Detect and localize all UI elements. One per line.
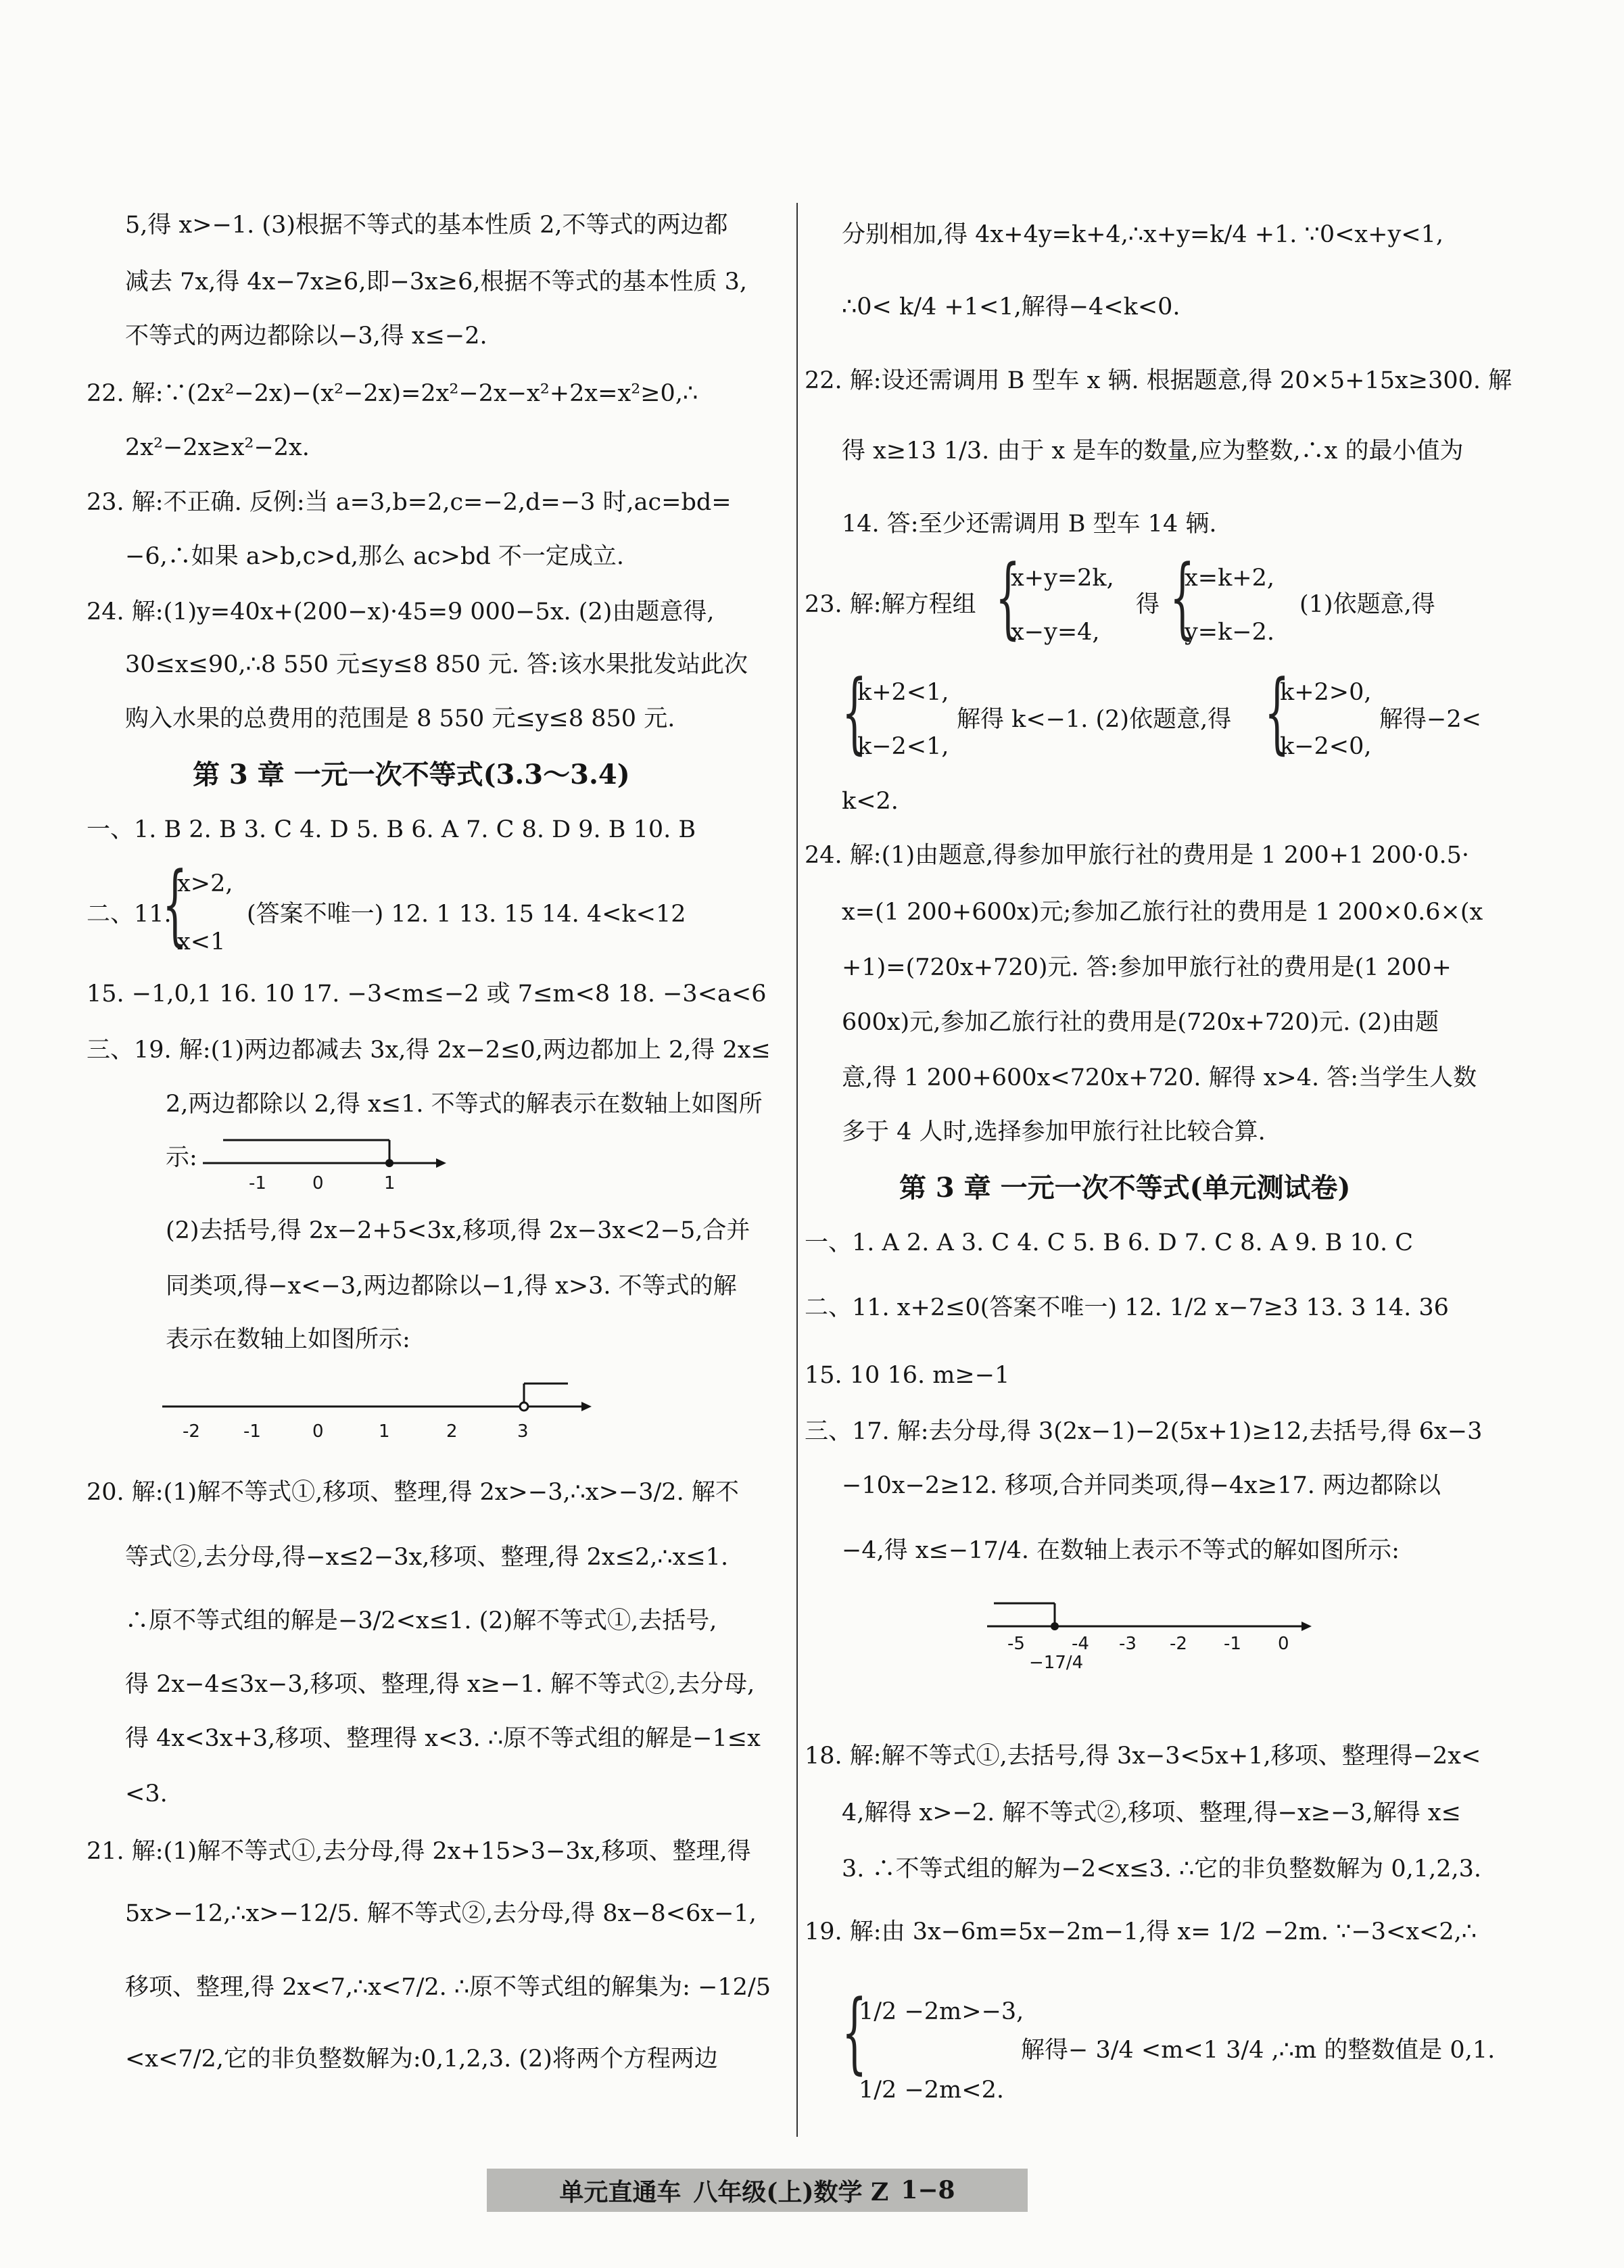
text-line: 24. 解:(1)由题意,得参加甲旅行社的费用是 1 200+1 200·0.5· <box>805 842 1470 869</box>
text-line: k<2. <box>842 788 899 815</box>
text-line: k−2<0, <box>1280 733 1372 760</box>
text-line: 三、17. 解:去分母,得 3(2x−1)−2(5x+1)≥12,去括号,得 6x−3 <box>805 1418 1483 1445</box>
text-line: 解得− 3/4 <m<1 3/4 ,∴m 的整数值是 0,1. <box>1021 2037 1496 2064</box>
system-brace: { <box>995 546 1021 648</box>
text-line: ∴0< k/4 +1<1,解得−4<k<0. <box>842 293 1180 321</box>
text-line: 1/2 −2m>−3, <box>859 1998 1024 2025</box>
text-line: 15. −1,0,1 16. 10 17. −3<m≤−2 或 7≤m<8 18. −3<a<6 <box>87 981 767 1008</box>
text-line: 得 x≥13 1/3. 由于 x 是车的数量,应为整数,∴x 的最小值为 <box>842 438 1464 465</box>
text-line: <x<7/2,它的非负整数解为:0,1,2,3. (2)将两个方程两边 <box>125 2046 718 2073</box>
system-brace: { <box>1170 546 1195 648</box>
tick-label: -2 <box>1170 1634 1187 1654</box>
footer-brand: 单元直通车 <box>559 2177 682 2206</box>
text-line: ∴原不等式组的解是−3/2<x≤1. (2)解不等式①,去括号, <box>125 1607 717 1634</box>
section-title: 第 3 章 一元一次不等式(单元测试卷) <box>899 1172 1351 1204</box>
text-line: 意,得 1 200+600x<720x+720. 解得 x>4. 答:当学生人数 <box>842 1064 1477 1091</box>
text-line: +1)=(720x+720)元. 答:参加甲旅行社的费用是(1 200+ <box>842 954 1452 981</box>
text-line: 19. 解:由 3x−6m=5x−2m−1,得 x= 1/2 −2m. ∵−3<x<2,∴ <box>805 1918 1477 1945</box>
tick-label: 1 <box>379 1421 390 1442</box>
footer-page-number: 1−8 <box>901 2176 955 2204</box>
text-line: 表示在数轴上如图所示: <box>166 1326 410 1353</box>
text-line: 24. 解:(1)y=40x+(200−x)·45=9 000−5x. (2)由题意得, <box>87 598 715 625</box>
system-brace: { <box>842 661 867 763</box>
column-divider <box>796 203 798 2137</box>
text-line: 得 2x−4≤3x−3,移项、整理,得 x≥−1. 解不等式②,去分母, <box>125 1671 755 1698</box>
text-line: 得 <box>1136 591 1160 618</box>
text-line: 30≤x≤90,∴8 550 元≤y≤8 850 元. 答:该水果批发站此次 <box>125 651 748 678</box>
text-line: 购入水果的总费用的范围是 8 550 元≤y≤8 850 元. <box>125 705 675 732</box>
text-line: 2x²−2x≥x²−2x. <box>125 434 310 461</box>
text-line: 23. 解:解方程组 <box>805 591 976 618</box>
text-line: 二、11. <box>87 901 172 928</box>
text-line: 14. 答:至少还需调用 B 型车 14 辆. <box>842 511 1217 538</box>
tick-label: 0 <box>312 1421 324 1442</box>
text-line: (2)去括号,得 2x−2+5<3x,移项,得 2x−3x<2−5,合并 <box>166 1217 750 1244</box>
text-line: 得 4x<3x+3,移项、整理得 x<3. ∴原不等式组的解是−1≤x <box>125 1725 761 1752</box>
text-line: (1)依题意,得 <box>1299 591 1435 618</box>
footer-grade: 八年级(上)数学 Z <box>693 2177 889 2206</box>
text-line: k−2<1, <box>857 733 949 760</box>
tick-label: 0 <box>312 1173 324 1194</box>
text-line: (答案不唯一) 12. 1 13. 15 14. 4<k<12 <box>247 901 686 928</box>
tick-label: -5 <box>1007 1634 1025 1654</box>
text-line: 三、19. 解:(1)两边都减去 3x,得 2x−2≤0,两边都加上 2,得 2x≤ <box>87 1037 771 1064</box>
text-line: 22. 解:设还需调用 B 型车 x 辆. 根据题意,得 20×5+15x≥300. 解 <box>805 367 1512 394</box>
number-line-1 <box>203 1136 446 1197</box>
tick-label: -4 <box>1072 1634 1089 1654</box>
text-line: 一、1. A 2. A 3. C 4. C 5. B 6. D 7. C 8. A 9. B 10. C <box>805 1229 1414 1256</box>
text-line: 一、1. B 2. B 3. C 4. D 5. B 6. A 7. C 8. D 9. B 10. B <box>87 816 696 843</box>
text-line: 2,两边都除以 2,得 x≤1. 不等式的解表示在数轴上如图所 <box>166 1091 763 1118</box>
text-line: x=k+2, <box>1185 565 1274 592</box>
text-line: k+2<1, <box>857 679 949 706</box>
number-line-2 <box>162 1373 595 1440</box>
text-line: 等式②,去分母,得−x≤2−3x,移项、整理,得 2x≤2,∴x≤1. <box>125 1544 729 1571</box>
text-line: x=(1 200+600x)元;参加乙旅行社的费用是 1 200×0.6×(x <box>842 899 1483 926</box>
text-line: x<1 <box>177 928 226 955</box>
text-line: 分别相加,得 4x+4y=k+4,∴x+y=k/4 +1. ∵0<x+y<1, <box>842 221 1443 248</box>
tick-label: 1 <box>384 1173 396 1194</box>
text-line: <3. <box>125 1780 168 1808</box>
text-line: 减去 7x,得 4x−7x≥6,即−3x≥6,根据不等式的基本性质 3, <box>125 268 748 296</box>
text-line: −4,得 x≤−17/4. 在数轴上表示不等式的解如图所示: <box>842 1537 1400 1564</box>
text-line: 21. 解:(1)解不等式①,去分母,得 2x+15>3−3x,移项、整理,得 <box>87 1838 751 1865</box>
text-line: 600x)元,参加乙旅行社的费用是(720x+720)元. (2)由题 <box>842 1009 1439 1036</box>
text-line: 20. 解:(1)解不等式①,移项、整理,得 2x>−3,∴x>−3/2. 解不 <box>87 1479 739 1506</box>
tick-label: 0 <box>1278 1634 1289 1654</box>
text-line: y=k−2. <box>1185 619 1275 646</box>
number-line-3 <box>987 1592 1312 1674</box>
mark-label: −17/4 <box>1029 1653 1084 1673</box>
text-line: 多于 4 人时,选择参加甲旅行社比较合算. <box>842 1118 1266 1145</box>
system-brace: { <box>842 1981 867 2083</box>
text-line: 22. 解:∵(2x²−2x)−(x²−2x)=2x²−2x−x²+2x=x²≥0,∴ <box>87 380 698 407</box>
text-line: 3. ∴不等式组的解为−2<x≤3. ∴它的非负整数解为 0,1,2,3. <box>842 1856 1481 1883</box>
text-line: 示: <box>166 1144 197 1171</box>
text-line: 23. 解:不正确. 反例:当 a=3,b=2,c=−2,d=−3 时,ac=bd= <box>87 489 732 516</box>
text-line: 解得 k<−1. (2)依题意,得 <box>957 706 1232 733</box>
system-brace: { <box>1264 661 1290 763</box>
text-line: 同类项,得−x<−3,两边都除以−1,得 x>3. 不等式的解 <box>166 1273 737 1300</box>
text-line: 18. 解:解不等式①,去括号,得 3x−3<5x+1,移项、整理得−2x< <box>805 1743 1481 1770</box>
text-line: 移项、整理,得 2x<7,∴x<7/2. ∴原不等式组的解集为: −12/5 <box>125 1974 771 2001</box>
tick-label: -2 <box>183 1421 200 1442</box>
text-line: x>2, <box>177 870 233 897</box>
text-line: −10x−2≥12. 移项,合并同类项,得−4x≥17. 两边都除以 <box>842 1472 1441 1499</box>
text-line: 5,得 x>−1. (3)根据不等式的基本性质 2,不等式的两边都 <box>125 212 728 239</box>
text-line: x+y=2k, <box>1011 565 1114 592</box>
text-line: k+2>0, <box>1280 679 1372 706</box>
tick-label: -3 <box>1119 1634 1137 1654</box>
text-line: 5x>−12,∴x>−12/5. 解不等式②,去分母,得 8x−8<6x−1, <box>125 1900 757 1927</box>
text-line: 15. 10 16. m≥−1 <box>805 1362 1010 1389</box>
text-line: 解得−2< <box>1379 706 1481 733</box>
text-line: 不等式的两边都除以−3,得 x≤−2. <box>125 323 487 350</box>
text-line: 1/2 −2m<2. <box>859 2077 1004 2104</box>
text-line: −6,∴如果 a>b,c>d,那么 ac>bd 不一定成立. <box>125 543 625 570</box>
tick-label: -1 <box>249 1173 266 1194</box>
text-line: x−y=4, <box>1011 619 1100 646</box>
page-footer <box>487 2169 1028 2212</box>
text-line: 4,解得 x>−2. 解不等式②,移项、整理,得−x≥−3,解得 x≤ <box>842 1799 1461 1826</box>
tick-label: -1 <box>1224 1634 1241 1654</box>
section-title: 第 3 章 一元一次不等式(3.3～3.4) <box>193 759 630 790</box>
text-line: 二、11. x+2≤0(答案不唯一) 12. 1/2 x−7≥3 13. 3 14. 36 <box>805 1294 1449 1321</box>
tick-label: 3 <box>517 1421 529 1442</box>
system-brace: { <box>162 853 188 955</box>
tick-label: 2 <box>446 1421 458 1442</box>
tick-label: -1 <box>243 1421 261 1442</box>
